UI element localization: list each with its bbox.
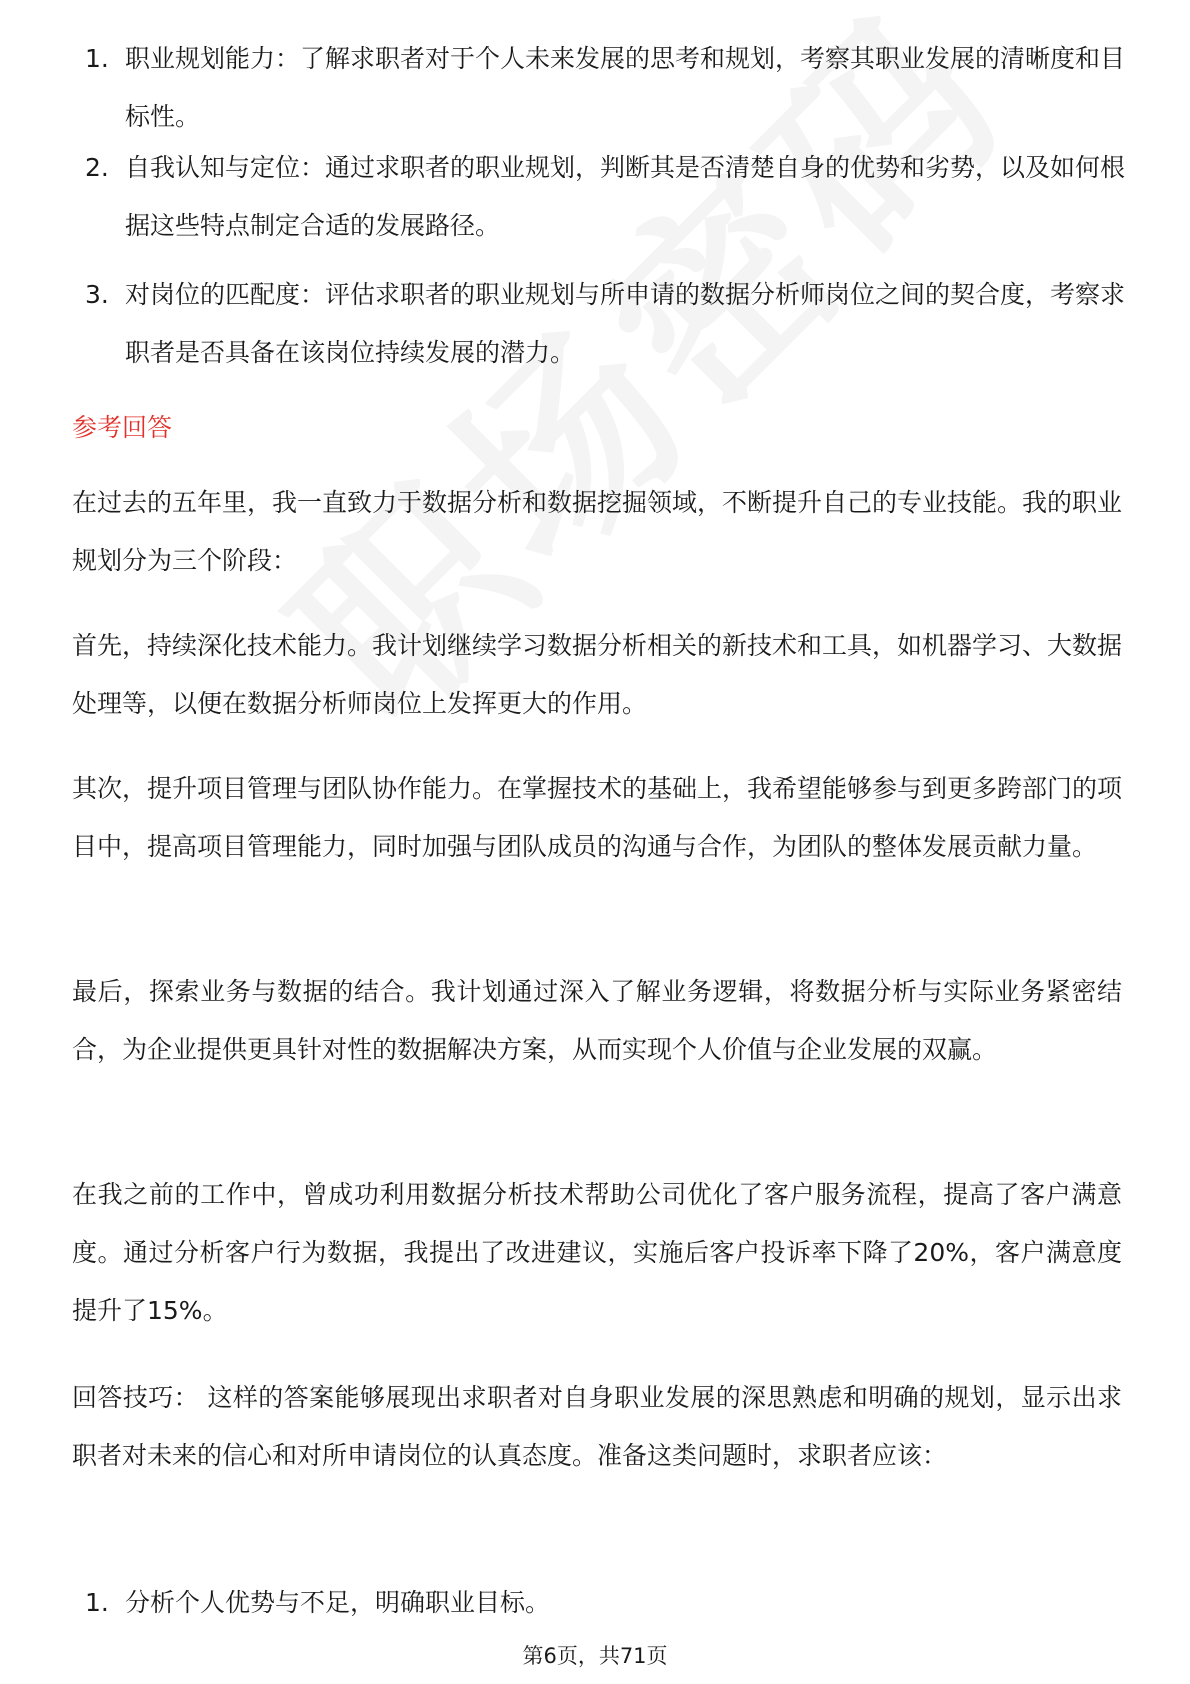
evaluation-point-item	[85, 30, 1125, 146]
answer-paragraph: 首先，持续深化技术能力。我计划继续学习数据分析相关的新技术和工具，如机器学习、大数据处理等，以便在数据分析师岗位上发挥更大的作用。	[72, 631, 1123, 718]
evaluation-point-item	[85, 266, 1125, 382]
list-number: 1.	[85, 1588, 109, 1617]
list-number: 3.	[85, 280, 109, 309]
answer-tips-paragraph: 回答技巧： 这样的答案能够展现出求职者对自身职业发展的深思熟虑和明确的规划，显示出求职者对未来的信心和对所申请岗位的认真态度。准备这类问题时，求职者应该：	[72, 1383, 1122, 1470]
list-number: 1.	[85, 44, 109, 73]
list-text: 职业规划能力：了解求职者对于个人未来发展的思考和规划，考察其职业发展的清晰度和目标性。	[125, 44, 1126, 131]
list-text: 分析个人优势与不足，明确职业目标。	[125, 1588, 551, 1617]
reference-answer-heading: 参考回答	[72, 413, 173, 442]
evaluation-point-item	[85, 139, 1125, 255]
list-number: 2.	[85, 153, 109, 182]
answer-paragraph: 最后，探索业务与数据的结合。我计划通过深入了解业务逻辑，将数据分析与实际业务紧密结合，为企业提供更具针对性的数据解决方案，从而实现个人价值与企业发展的双赢。	[72, 977, 1122, 1064]
page-footer: 第6页，共71页	[522, 1644, 668, 1668]
list-text: 对岗位的匹配度：评估求职者的职业规划与所申请的数据分析师岗位之间的契合度，考察求职者是否具备在该岗位持续发展的潜力。	[125, 280, 1126, 367]
answer-paragraph: 在我之前的工作中，曾成功利用数据分析技术帮助公司优化了客户服务流程，提高了客户满意度。通过分析客户行为数据，我提出了改进建议，实施后客户投诉率下降了20%，客户满意度提升了15%。	[72, 1180, 1122, 1325]
answer-paragraph: 在过去的五年里，我一直致力于数据分析和数据挖掘领域，不断提升自己的专业技能。我的职业规划分为三个阶段：	[72, 488, 1123, 575]
tip-item	[85, 1574, 1125, 1632]
list-text: 自我认知与定位：通过求职者的职业规划，判断其是否清楚自身的优势和劣势，以及如何根据这些特点制定合适的发展路径。	[125, 153, 1126, 240]
answer-paragraph: 其次，提升项目管理与团队协作能力。在掌握技术的基础上，我希望能够参与到更多跨部门的项目中，提高项目管理能力，同时加强与团队成员的沟通与合作，为团队的整体发展贡献力量。	[72, 774, 1123, 861]
